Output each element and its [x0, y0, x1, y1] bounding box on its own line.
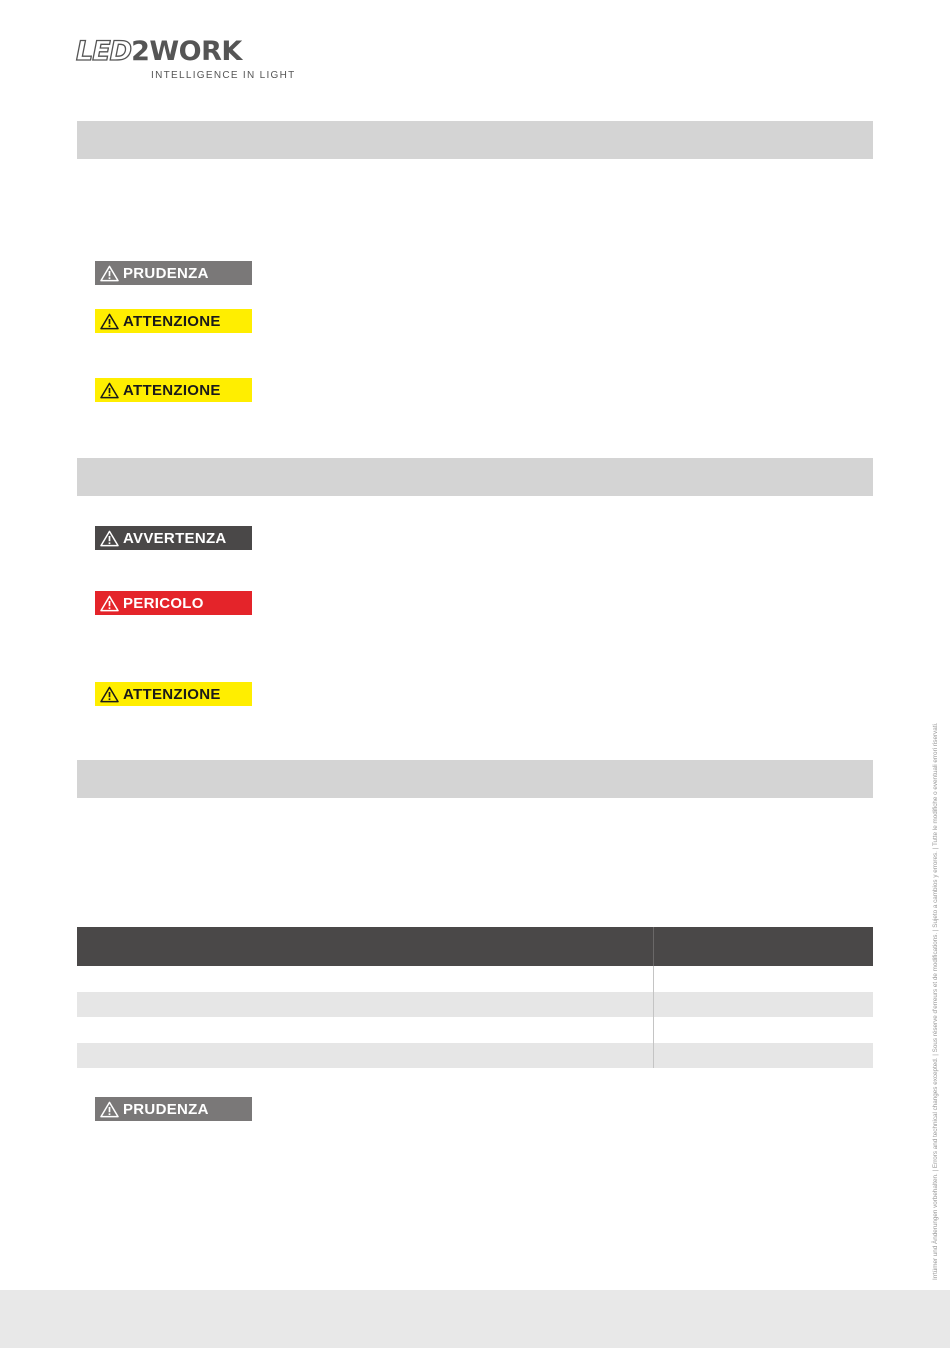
- warning-triangle-icon: [100, 686, 119, 703]
- brand-logo: [76, 36, 316, 84]
- danger-label-text: PERICOLO: [123, 594, 204, 612]
- caution-label-text: PRUDENZA: [123, 264, 209, 282]
- table-cell: [77, 1043, 654, 1069]
- table-cell: [654, 992, 873, 1018]
- table-cell: [77, 966, 654, 992]
- table-row: [77, 966, 873, 992]
- warning-triangle-icon: [100, 530, 119, 547]
- table-row: [77, 1017, 873, 1043]
- table-header-cell: [77, 927, 654, 966]
- section-header-bar-2: [77, 458, 873, 496]
- attention-label-text: ATTENZIONE: [123, 312, 221, 330]
- footer-band: [0, 1290, 950, 1348]
- table-cell: [77, 992, 654, 1018]
- section-header-bar-3: [77, 760, 873, 798]
- warning-triangle-icon: [100, 265, 119, 282]
- table-cell: [654, 1043, 873, 1069]
- legal-disclaimer: Irrtümer und Änderungen vorbehalten. | Errors and technical changes excepted. | Sous réserve d'erreurs et de modifications. | Sujeto a cambios y errores. | Tutte le modifiche o eventuali errori riservati.: [932, 722, 939, 1280]
- section-header-bar-1: [77, 121, 873, 159]
- danger-label: [95, 591, 252, 615]
- warning-triangle-icon: [100, 1101, 119, 1118]
- table-row: [77, 992, 873, 1018]
- logo-wordmark: LED2WORK: [76, 36, 242, 67]
- caution-label: [95, 1097, 252, 1121]
- caution-label-text: PRUDENZA: [123, 1100, 209, 1118]
- spec-table: [77, 927, 873, 1068]
- table-row: [77, 1043, 873, 1069]
- warning-label-text: AVVERTENZA: [123, 529, 227, 547]
- logo-tagline: INTELLIGENCE IN LIGHT: [151, 70, 296, 81]
- warning-triangle-icon: [100, 382, 119, 399]
- warning-label: [95, 526, 252, 550]
- warning-triangle-icon: [100, 313, 119, 330]
- warning-triangle-icon: [100, 595, 119, 612]
- table-header-cell: [654, 927, 873, 966]
- table-cell: [77, 1017, 654, 1043]
- table-header: [77, 927, 873, 966]
- table-cell: [654, 1017, 873, 1043]
- attention-label-text: ATTENZIONE: [123, 685, 221, 703]
- caution-label: [95, 261, 252, 285]
- table-cell: [654, 966, 873, 992]
- attention-label: [95, 682, 252, 706]
- attention-label: [95, 378, 252, 402]
- attention-label-text: ATTENZIONE: [123, 381, 221, 399]
- attention-label: [95, 309, 252, 333]
